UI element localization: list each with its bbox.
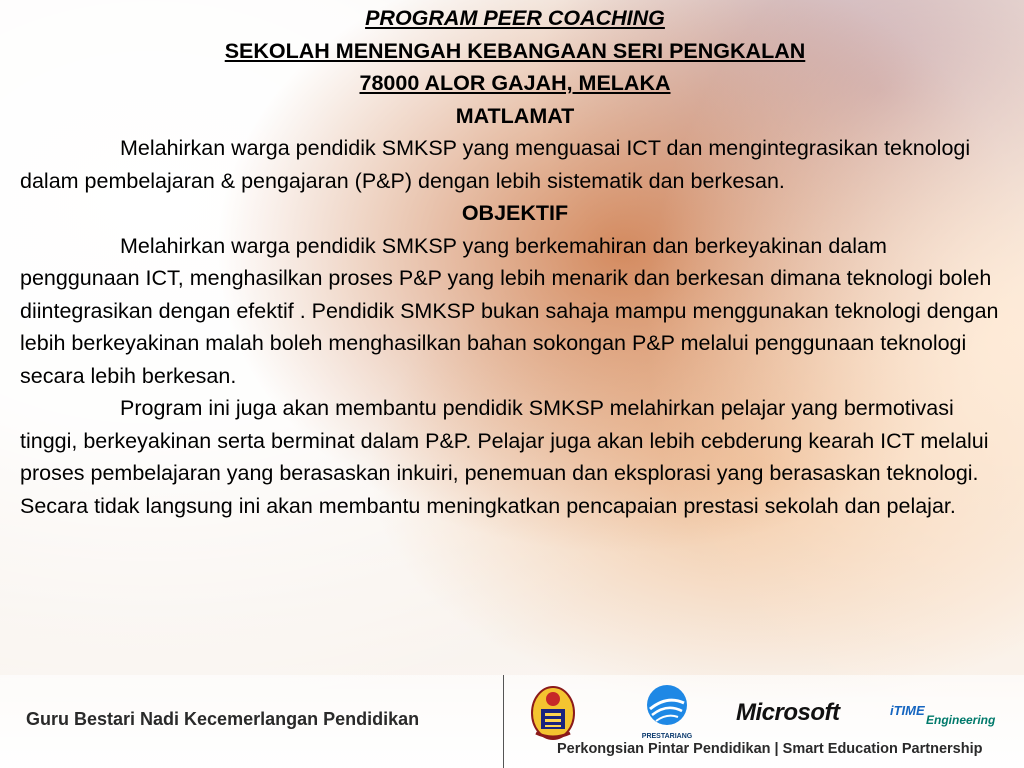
prestariang-logo bbox=[632, 683, 702, 743]
itime-wordmark: iTIME bbox=[890, 703, 925, 718]
footer-bar bbox=[0, 675, 1024, 768]
prestariang-label: PRESTARIANG bbox=[641, 733, 693, 740]
program-title: PROGRAM PEER COACHING bbox=[365, 6, 665, 30]
itime-engineering-logo bbox=[890, 697, 1000, 731]
objektif-paragraph-1: Melahirkan warga pendidik SMKSP yang berkemahiran dan berkeyakinan dalam penggunaan ICT, menghasilkan proses P&P yang lebih menarik dan berkesan dimana teknologi boleh diintegrasikan dengan efektif . Pendidik SMKSP bukan sahaja mampu menggunakan teknologi dengan lebih berkeyakinan malah boleh menghasilkan bahan sokongan P&P melalui penggunaan teknologi secara lebih berkesan. bbox=[20, 233, 999, 388]
malaysia-education-crest-icon bbox=[530, 685, 576, 741]
footer-partnership: Perkongsian Pintar Pendidikan | Smart Education Partnership bbox=[557, 741, 983, 757]
school-name: SEKOLAH MENENGAH KEBANGAAN SERI PENGKALAN bbox=[224, 38, 806, 63]
footer-tagline: Guru Bestari Nadi Kecemerlangan Pendidikan bbox=[26, 709, 420, 729]
matlamat-title: MATLAMAT bbox=[455, 103, 575, 128]
microsoft-logo: Microsoft bbox=[736, 699, 840, 726]
prestariang-globe-icon bbox=[644, 683, 690, 727]
footer-divider bbox=[503, 675, 504, 768]
objektif-title: OBJEKTIF bbox=[461, 201, 569, 225]
school-address: 78000 ALOR GAJAH, MELAKA bbox=[359, 71, 671, 95]
slide-content bbox=[20, 2, 1010, 522]
engineering-wordmark: Engineering bbox=[926, 713, 996, 727]
objektif-paragraph-2: Program ini juga akan membantu pendidik SMKSP melahirkan pelajar yang bermotivasi tinggi, berkeyakinan serta berminat dalam P&P. Pelajar juga akan lebih cebderung kearah ICT melalui proses pembelajaran yang berasaskan inkuiri, penemuan dan eksplorasi yang berasaskan teknologi. Secara tidak langsung ini akan membantu meningkatkan pencapaian prestasi sekolah dan pelajar. bbox=[20, 396, 989, 518]
matlamat-text: Melahirkan warga pendidik SMKSP yang menguasai ICT dan mengintegrasikan teknologi dalam pembelajaran & pengajaran (P&P) dengan lebih sistematik dan berkesan. bbox=[20, 136, 971, 193]
